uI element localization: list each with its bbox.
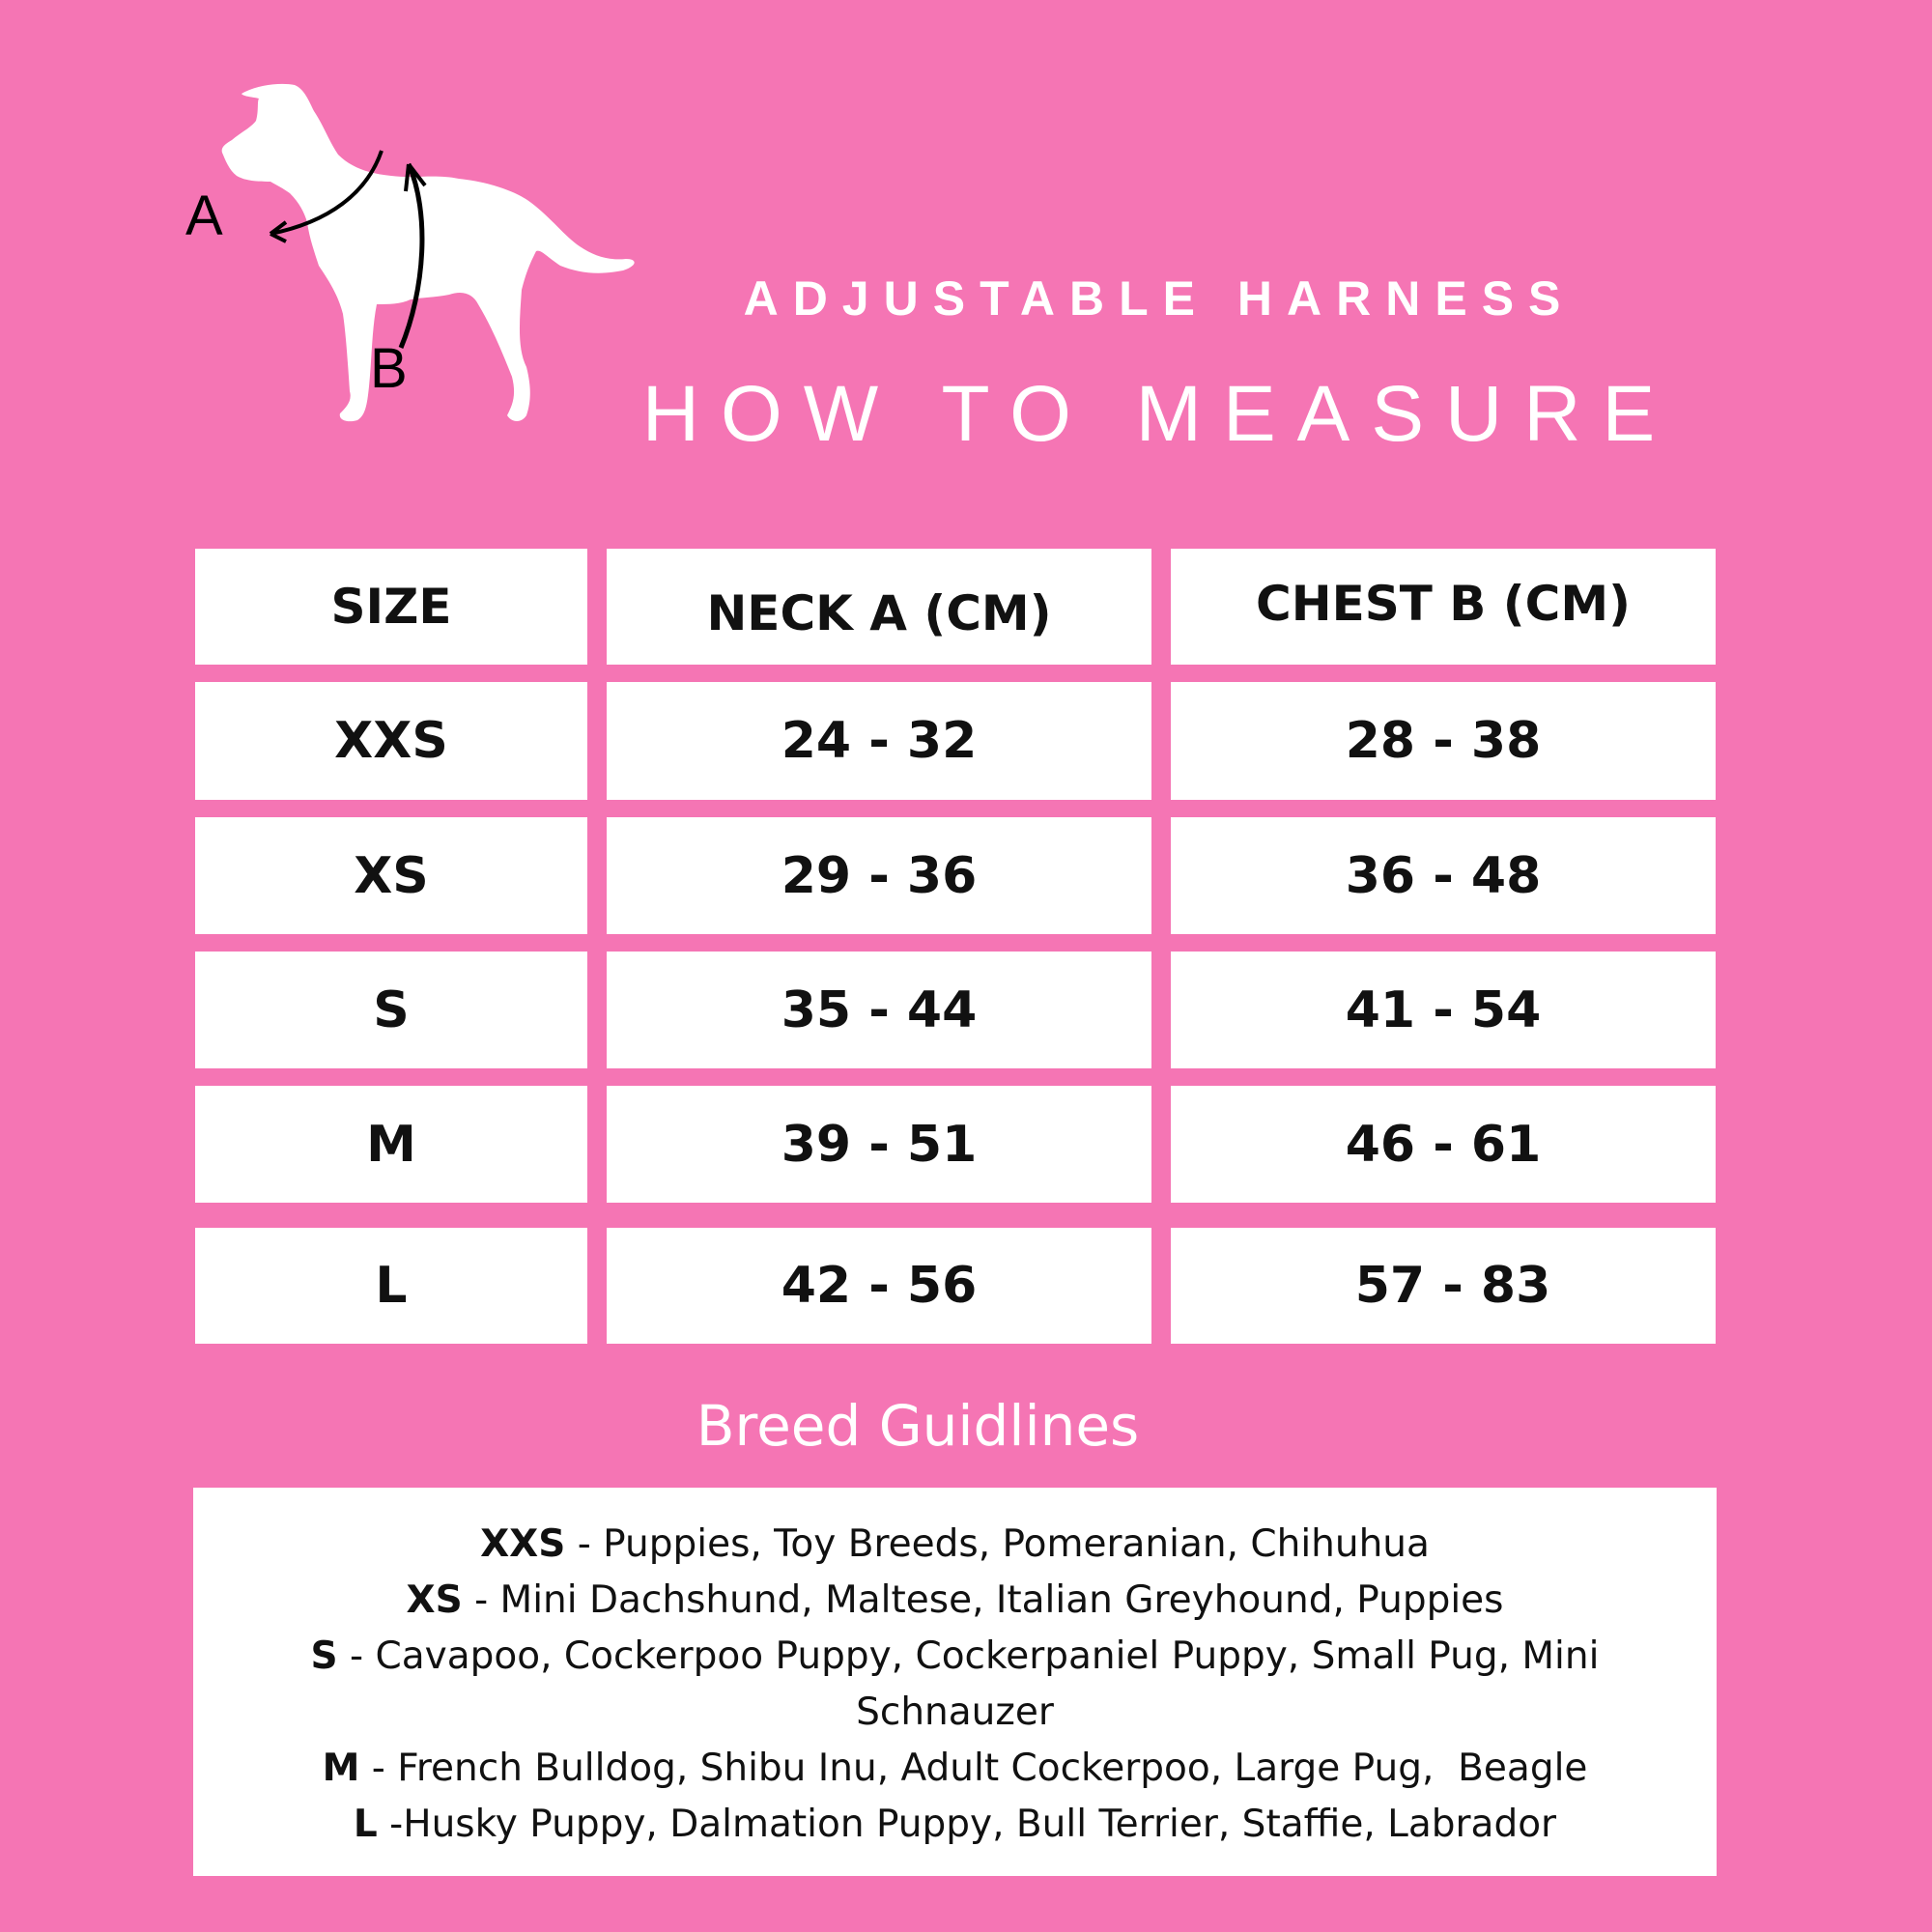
- breed-line-xxs: [193, 1517, 1717, 1573]
- dog-diagram: [184, 68, 667, 435]
- table-cell-chest: 57 - 83: [1171, 1228, 1716, 1344]
- dog-silhouette-icon: [184, 68, 667, 435]
- page-title: HOW TO MEASURE: [641, 370, 1677, 458]
- breed-size-label: L: [353, 1803, 378, 1846]
- breed-guidelines-title: Breed Guidlines: [696, 1393, 1140, 1459]
- label-b: B: [370, 337, 408, 400]
- separator: -: [462, 1578, 500, 1622]
- breed-line-m: [193, 1741, 1717, 1797]
- subtitle: ADJUSTABLE HARNESS: [743, 271, 1576, 326]
- breed-list: Mini Dachshund, Maltese, Italian Greyhound, Puppies: [499, 1578, 1504, 1622]
- column-header-neck: NECK A (CM): [607, 549, 1151, 665]
- table-cell-chest: 46 - 61: [1171, 1086, 1716, 1203]
- column-header-chest: CHEST B (CM): [1171, 549, 1716, 665]
- table-cell-chest: 28 - 38: [1171, 682, 1716, 800]
- table-cell-neck: 29 - 36: [607, 817, 1151, 934]
- separator: -: [337, 1634, 376, 1678]
- table-cell-size: XS: [195, 817, 587, 934]
- table-cell-chest: 41 - 54: [1171, 952, 1716, 1068]
- table-cell-neck: 42 - 56: [607, 1228, 1151, 1344]
- separator: -: [565, 1522, 604, 1566]
- table-cell-neck: 35 - 44: [607, 952, 1151, 1068]
- breed-list: Husky Puppy, Dalmation Puppy, Bull Terrier, Staffie, Labrador: [403, 1803, 1557, 1846]
- table-cell-size: XXS: [195, 682, 587, 800]
- breed-size-label: M: [322, 1747, 360, 1790]
- table-cell-chest: 36 - 48: [1171, 817, 1716, 934]
- table-cell-size: M: [195, 1086, 587, 1203]
- breed-line-l: [193, 1797, 1717, 1853]
- breed-list: French Bulldog, Shibu Inu, Adult Cockerpoo, Large Pug, Beagle: [397, 1747, 1588, 1790]
- label-a: A: [185, 185, 223, 247]
- breed-list: Cavapoo, Cockerpoo Puppy, Cockerpaniel Puppy, Small Pug, Mini Schnauzer: [375, 1634, 1600, 1734]
- column-header-size: SIZE: [195, 549, 587, 665]
- separator: -: [377, 1803, 404, 1846]
- breed-size-label: S: [310, 1634, 338, 1678]
- breed-size-label: XXS: [480, 1522, 566, 1566]
- breed-list: Puppies, Toy Breeds, Pomeranian, Chihuhua: [603, 1522, 1430, 1566]
- breed-line-xs: [193, 1573, 1717, 1629]
- table-cell-size: S: [195, 952, 587, 1068]
- breed-line-s: [193, 1629, 1717, 1741]
- breed-size-label: XS: [406, 1578, 463, 1622]
- breed-guidelines-box: [193, 1488, 1717, 1876]
- separator: -: [359, 1747, 398, 1790]
- table-cell-neck: 24 - 32: [607, 682, 1151, 800]
- table-cell-size: L: [195, 1228, 587, 1344]
- table-cell-neck: 39 - 51: [607, 1086, 1151, 1203]
